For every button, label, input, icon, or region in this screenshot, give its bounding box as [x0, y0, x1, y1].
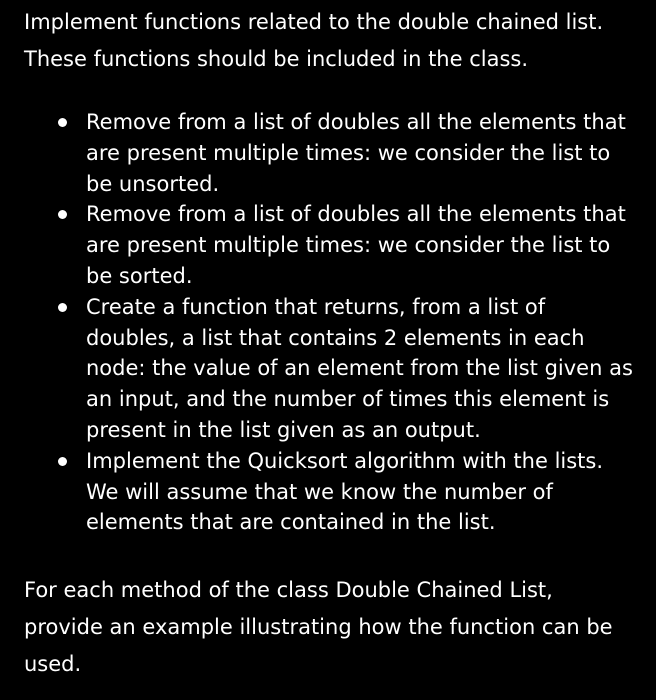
list-item [24, 199, 644, 291]
bullet-icon [58, 210, 67, 219]
list-item-line: are present multiple times: we consider the list to [86, 233, 611, 258]
requirements-list [24, 107, 644, 538]
bullet-icon [58, 457, 67, 466]
intro-paragraph [24, 4, 644, 78]
list-item-line: be sorted. [86, 263, 193, 288]
list-item-line: elements that are contained in the list. [86, 510, 496, 535]
list-item-line: Create a function that returns, from a list of [86, 294, 546, 319]
bullet-icon [58, 118, 67, 127]
closing-line: provide an example illustrating how the function can be [24, 615, 613, 640]
list-item [24, 107, 644, 199]
list-item-line: an input, and the number of times this element is [86, 387, 610, 412]
list-item-line: are present multiple times: we consider the list to [86, 140, 611, 165]
list-item-line: present in the list given as an output. [86, 417, 481, 442]
list-item [24, 446, 644, 538]
bullet-icon [58, 303, 67, 312]
document-body [24, 4, 644, 683]
closing-line: used. [24, 652, 82, 677]
closing-paragraph [24, 572, 644, 683]
list-item-line: be unsorted. [86, 171, 220, 196]
list-item-line: Implement the Quicksort algorithm with the lists. [86, 448, 604, 473]
list-item [24, 292, 644, 446]
list-item-line: doubles, a list that contains 2 elements in each [86, 325, 585, 350]
list-item-line: node: the value of an element from the list given as [86, 356, 633, 381]
list-item-line: Remove from a list of doubles all the elements that [86, 202, 626, 227]
closing-line: For each method of the class Double Chained List, [24, 578, 553, 603]
intro-line: These functions should be included in the class. [24, 47, 529, 71]
list-item-line: We will assume that we know the number of [86, 479, 553, 504]
intro-line: Implement functions related to the double chained list. [24, 10, 604, 34]
list-item-line: Remove from a list of doubles all the elements that [86, 110, 626, 134]
